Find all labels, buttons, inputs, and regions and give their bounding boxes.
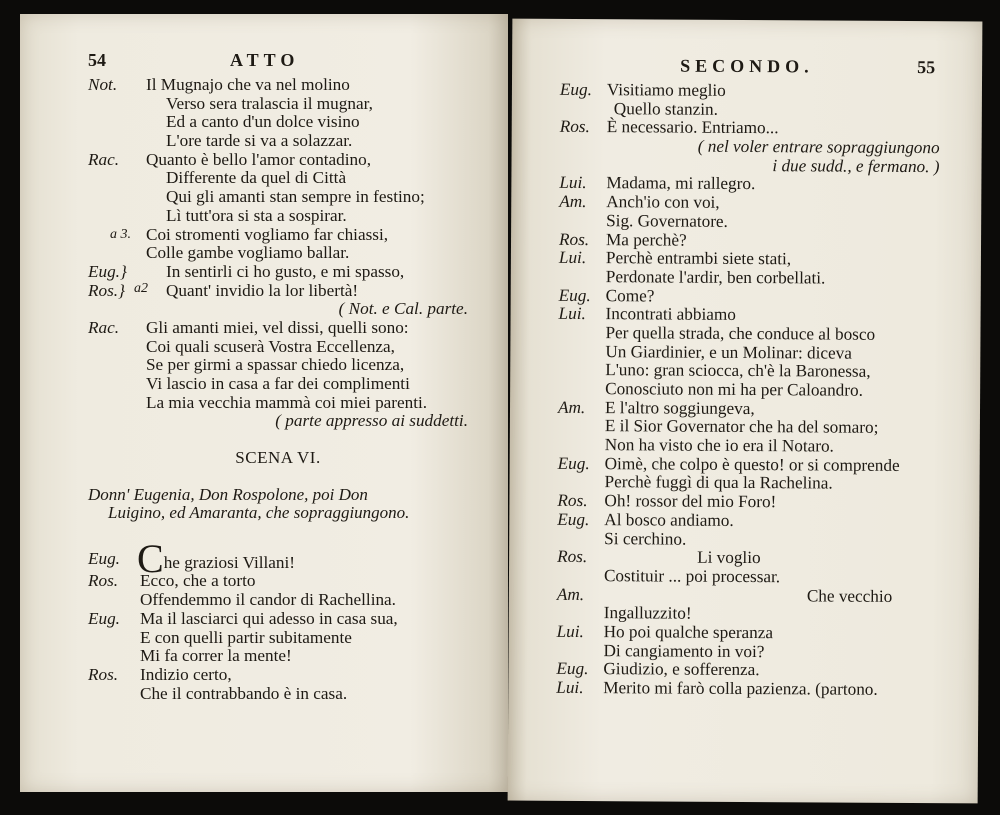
text-line: [88, 591, 468, 610]
verse-text: Che vecchio: [806, 585, 893, 606]
verse-text: Li voglio: [697, 547, 761, 568]
speaker-label: Eug.: [88, 549, 120, 569]
text-line: [88, 263, 468, 282]
text-line: [88, 375, 468, 394]
speaker-label: Eug.: [557, 453, 590, 473]
verse-text: E il Sior Governator che ha del somaro;: [604, 416, 879, 438]
text-line: [88, 132, 468, 151]
ensemble-marker: a 3.: [110, 226, 131, 242]
verse-text: Conosciuto non mi ha per Caloandro.: [605, 379, 863, 400]
verse-text: Indizio certo,: [140, 664, 232, 684]
verse-text: Oimè, che colpo è questo! or si comprende: [604, 453, 900, 475]
speaker-label: Rac.: [88, 317, 120, 337]
text-line: [88, 282, 468, 301]
verse-text: Quant' invidio la lor libertà!: [166, 280, 359, 300]
speaker-label: Eug.: [558, 285, 591, 305]
stage-direction: ( parte appresso ai suddetti.: [275, 411, 468, 431]
stage-direction: ( nel voler entrare sopraggiungono: [697, 136, 940, 158]
text-line: [88, 629, 468, 648]
speaker-label: Lui.: [558, 248, 587, 268]
text-line: [556, 679, 936, 700]
verse-text: Giudizio, e sofferenza.: [603, 659, 760, 680]
verse-text: E l'altro soggiungeva,: [604, 397, 755, 418]
running-header: ATTO: [230, 50, 300, 70]
verse-text: Ingalluzzito!: [603, 603, 692, 623]
text-line: [88, 300, 468, 319]
speaker-label: Lui.: [558, 304, 586, 324]
speaker-label: Eug.: [557, 509, 590, 529]
speaker-label: Not.: [88, 75, 118, 94]
cast-line-2: Luigino, ed Amaranta, che sopraggiungono.: [108, 503, 410, 523]
verse-text: Ecco, che a torto: [140, 571, 256, 591]
drop-cap: C: [137, 536, 164, 582]
text-line: [88, 244, 468, 263]
scene-title: SCENA VI.: [235, 448, 321, 468]
verse-text: Ho poi qualche speranza: [603, 622, 774, 643]
verse-text: Sig. Governatore.: [606, 210, 728, 231]
verse-text: Mi fa correr la mente!: [140, 646, 292, 666]
speaker-label: Ros.: [88, 571, 119, 591]
right-text-block: [556, 81, 940, 700]
stage-direction: i due sudd., e fermano. ): [772, 155, 940, 176]
verse-text: Gli amanti miei, vel dissi, quelli sono:: [146, 317, 409, 337]
verse-text: Quello stanzin.: [613, 98, 718, 119]
text-line: [88, 207, 468, 226]
page-number: 54: [88, 50, 106, 70]
verse-text: Come?: [605, 285, 655, 306]
verse-text: Quanto è bello l'amor contadino,: [146, 149, 372, 169]
speaker-label: Eug.: [88, 608, 120, 628]
text-line: [88, 610, 468, 629]
drop-cap-rest: he graziosi Villani!: [163, 553, 296, 573]
speaker-label: Am.: [559, 191, 587, 212]
verse-text: Perchè fuggì di qua la Rachelina.: [604, 472, 833, 493]
text-line: [88, 572, 468, 591]
page-number: 55: [917, 57, 936, 78]
verse-text: Al bosco andiamo.: [604, 509, 734, 530]
verse-text: Incontrati abbiamo: [605, 304, 736, 325]
speaker-label: Eug.: [556, 659, 589, 679]
verse-text: Che il contrabbando è in casa.: [140, 683, 348, 703]
speaker-label: Eug.: [559, 79, 593, 100]
speaker-label: Am.: [556, 584, 585, 604]
verse-text: Di cangiamento in voi?: [603, 640, 765, 661]
text-line: [88, 338, 468, 357]
text-line: [88, 356, 468, 375]
left-text-block: [88, 76, 468, 703]
speaker-label: Ros.: [558, 229, 590, 249]
cast-line-1: Donn' Eugenia, Don Rospolone, poi Don: [88, 484, 368, 504]
verse-text: Coi quali scuserà Vostra Eccellenza,: [146, 336, 395, 356]
verse-text: La mia vecchia mammà coi miei parenti.: [146, 392, 428, 412]
verse-text: Se per girmi a spassar chiedo licenza,: [146, 355, 405, 375]
speaker-label: Lui.: [559, 173, 587, 193]
verse-text: Il Mugnajo che va nel molino: [146, 75, 350, 94]
verse-text: Colle gambe vogliamo ballar.: [146, 243, 350, 263]
verse-text: Offendemmo il candor di Rachellina.: [140, 590, 396, 610]
verse-text: Ma perchè?: [605, 229, 687, 250]
verse-text: Perdonate l'ardir, ben corbellati.: [605, 267, 826, 288]
verse-text: Costituir ... poi processar.: [603, 566, 781, 587]
verse-text: Vi lascio in casa a far dei complimenti: [146, 374, 410, 393]
verse-text: Anch'io con voi,: [606, 192, 720, 212]
text-line: [557, 567, 937, 588]
left-page: [20, 14, 508, 792]
verse-text: Oh! rossor del mio Foro!: [604, 491, 777, 512]
text-line: [88, 666, 468, 685]
text-line: [88, 685, 468, 704]
verse-text: Per quella strada, che conduce al bosco: [605, 323, 876, 344]
text-line: [88, 95, 468, 114]
speaker-label: Rac.: [88, 149, 120, 169]
verse-text: Differente da quel di Città: [166, 168, 347, 188]
right-page: [508, 19, 983, 804]
verse-text: Ed a canto d'un dolce visino: [166, 112, 360, 132]
speaker-label: Ros.: [559, 117, 590, 137]
running-header: SECONDO.: [680, 55, 814, 77]
text-line: [557, 529, 937, 550]
speaker-label: Lui.: [556, 677, 584, 698]
verse-text: L'uno: gran sciocca, ch'è la Baronessa,: [605, 360, 871, 382]
verse-text: Non ha visto che io era il Notaro.: [604, 435, 834, 456]
speaker-label: Am.: [557, 397, 586, 417]
verse-text: Visitiamo meglio: [606, 80, 726, 100]
verse-text: Ma il lasciarci qui adesso in casa sua,: [140, 608, 398, 628]
text-line: [88, 647, 468, 666]
text-line: [88, 113, 468, 132]
verse-text: Madama, mi rallegro.: [606, 173, 756, 194]
verse-text: Lì tutt'ora si sta a sospirar.: [166, 205, 347, 225]
verse-text: Qui gli amanti stan sempre in festino;: [166, 187, 425, 207]
verse-text: È necessario. Entriamo...: [606, 117, 779, 138]
speaker-label: Ros.: [557, 547, 588, 567]
text-line: [88, 76, 468, 95]
speaker-label: Ros.}: [88, 280, 125, 300]
verse-text: Perchè entrambi siete stati,: [605, 248, 792, 269]
stage-direction: ( Not. e Cal. parte.: [338, 299, 468, 319]
text-line: [88, 188, 468, 207]
verse-text: L'ore tarde si va a solazzar.: [166, 131, 353, 151]
text-line: [560, 137, 940, 158]
speaker-label: Lui.: [556, 621, 584, 641]
verse-text: In sentirli ci ho gusto, e mi spasso,: [166, 261, 405, 281]
speaker-label: Ros.: [557, 490, 588, 511]
speaker-label: Ros.: [88, 664, 119, 684]
speaker-label: Eug.}: [88, 261, 127, 281]
text-line: [88, 226, 468, 245]
verse-text: E con quelli partir subitamente: [140, 627, 352, 647]
text-line: [88, 394, 468, 413]
verse-text: Si cerchino.: [604, 528, 687, 549]
text-line: [88, 412, 468, 431]
verse-text: Coi stromenti vogliamo far chiassi,: [146, 224, 389, 244]
verse-text: Verso sera tralascia il mugnar,: [166, 93, 373, 113]
text-line: [88, 151, 468, 170]
verse-text: Un Giardinier, e un Molinar: diceva: [605, 341, 852, 363]
verse-text: Merito mi farò colla pazienza. (partono.: [603, 678, 878, 699]
ensemble-marker: a2: [134, 280, 148, 296]
text-line: [88, 319, 468, 338]
text-line: [88, 169, 468, 188]
